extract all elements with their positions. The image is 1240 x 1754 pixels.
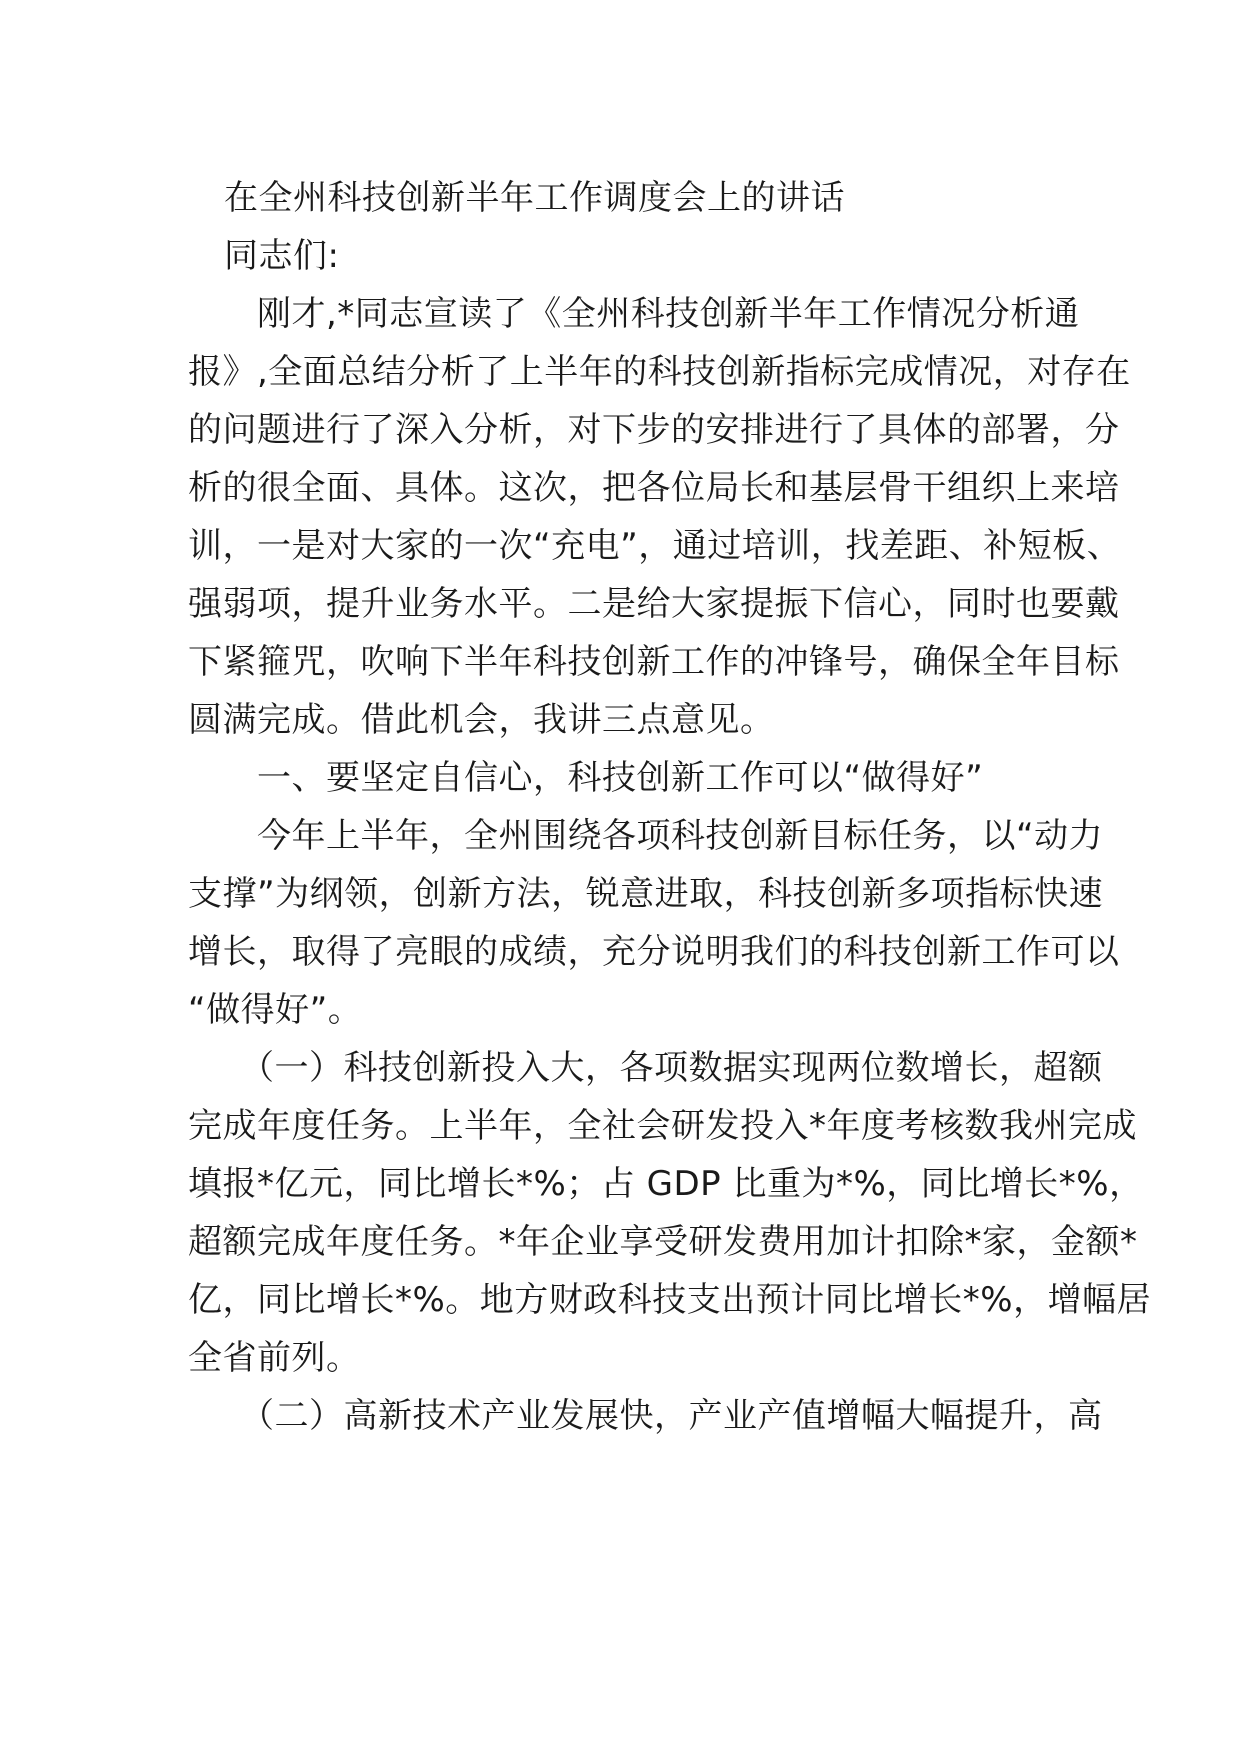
body-line: 填报*亿元，同比增长*%；占 GDP 比重为*%，同比增长*%， <box>188 1164 1144 1204</box>
body-line: 刚才,*同志宣读了《全州科技创新半年工作情况分析通 <box>188 294 1080 334</box>
subsection-heading-2: （二）高新技术产业发展快，产业产值增幅大幅提升，高 <box>188 1396 1103 1436</box>
body-line: 完成年度任务。上半年，全社会研发投入*年度考核数我州完成 <box>188 1106 1137 1146</box>
subsection-heading-1: （一）科技创新投入大，各项数据实现两位数增长，超额 <box>188 1048 1103 1088</box>
salutation: 同志们: <box>224 236 340 276</box>
body-line: “做得好”。 <box>188 990 363 1030</box>
body-line: 下紧箍咒，吹响下半年科技创新工作的冲锋号，确保全年目标 <box>188 642 1120 682</box>
body-line: 报》,全面总结分析了上半年的科技创新指标完成情况，对存在 <box>188 352 1131 392</box>
body-line: 亿，同比增长*%。地方财政科技支出预计同比增长*%，增幅居 <box>188 1280 1152 1320</box>
body-line: 的问题进行了深入分析，对下步的安排进行了具体的部署，分 <box>188 410 1120 450</box>
body-line: 圆满完成。借此机会，我讲三点意见。 <box>188 700 775 740</box>
body-line: 超额完成年度任务。*年企业享受研发费用加计扣除*家，金额* <box>188 1222 1138 1262</box>
body-line: 强弱项，提升业务水平。二是给大家提振下信心，同时也要戴 <box>188 584 1120 624</box>
section-heading-1: 一、要坚定自信心，科技创新工作可以“做得好” <box>188 758 984 798</box>
body-line: 今年上半年，全州围绕各项科技创新目标任务，以“动力 <box>188 816 1104 856</box>
body-line: 全省前列。 <box>188 1338 361 1378</box>
body-line: 增长，取得了亮眼的成绩，充分说明我们的科技创新工作可以 <box>188 932 1120 972</box>
body-line: 支撑”为纲领，创新方法，锐意进取，科技创新多项指标快速 <box>188 874 1104 914</box>
body-line: 析的很全面、具体。这次，把各位局长和基层骨干组织上来培 <box>188 468 1120 508</box>
body-line: 训，一是对大家的一次“充电”，通过培训，找差距、补短板、 <box>188 526 1122 566</box>
document-title: 在全州科技创新半年工作调度会上的讲话 <box>224 178 845 218</box>
